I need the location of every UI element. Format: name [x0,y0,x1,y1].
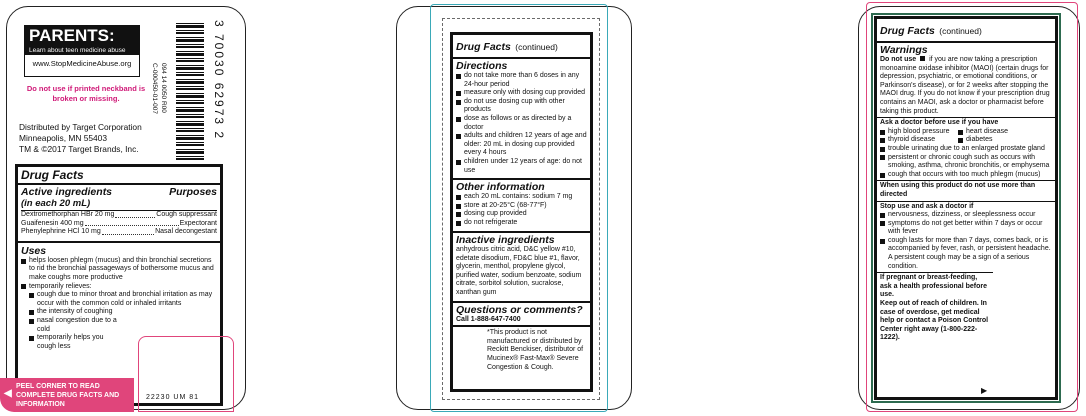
other-information-section [453,178,590,228]
distributor-line: Distributed by Target Corporation [19,122,142,132]
ask-doctor-pair-left [880,136,958,145]
panel-back-middle [390,0,640,416]
drug-facts-header [877,19,1055,41]
drug-facts-title: Drug Facts [880,25,935,37]
parents-logo-subtitle: Learn about teen medicine abuse [25,46,139,55]
ask-doctor-pair-right [958,128,1008,137]
ask-doctor-text: high blood pressure [888,127,950,135]
directions-title: Directions [456,60,508,72]
ingredient-purpose: Cough suppressant [156,211,217,218]
arrow-right-icon: ▶ [981,386,988,395]
peel-label: PEEL CORNER TO READ COMPLETE DRUG FACTS AND INFORMATION [16,383,120,408]
distributor-line: TM & ©2017 Target Brands, Inc. [19,144,139,154]
list-item [456,115,587,132]
warnings-section [877,41,1055,117]
list-item [456,72,587,89]
drug-facts-title: Drug Facts [456,41,511,53]
pregnancy-text: If pregnant or breast-feeding, ask a health professional before use. [880,274,987,299]
use-text: temporarily helps you cough less [37,334,104,350]
ingredient-list [21,211,217,237]
questions-phone: Call 1-888-647-7400 [456,315,521,323]
uses-title: Uses [21,244,47,257]
distributor-block [19,122,159,155]
list-item [880,211,1052,220]
list-item [456,132,587,158]
list-item [880,145,1052,154]
use-text: the intensity of coughing [37,308,113,316]
drug-facts-cont: (continued) [515,42,558,52]
lot-code: 22230 UM 81 [146,394,200,401]
other-text: dosing cup provided [464,210,527,218]
directions-section [453,57,590,176]
parents-logo-url: www.StopMedicineAbuse.org [32,59,132,68]
do-not-use-text-block [880,56,1052,116]
do-not-use-label: Do not use [880,56,917,63]
inactive-ingredients-text: anhydrous citric acid, D&C yellow #10, edetate disodium, FD&C blue #1, flavor, glycerin, menthol, propylene glycol, purified water, sodium benzoate, sodium citrate, sorbitol solution, sucralose, xanthan gum [456,246,582,297]
ingredient-purpose: Expectorant [179,219,217,227]
warnings-title: Warnings [880,44,928,56]
peel-corner-tab[interactable] [0,378,134,412]
list-item [21,308,217,317]
keep-out-text: Keep out of reach of children. In case of overdose, get medical help or contact a Poison Control Center right away (1-800-222-1222). [880,300,989,342]
ask-doctor-section [877,117,1055,180]
ingredient-name: Guaifenesin 400 mg [21,219,84,227]
list-item [456,158,587,175]
drug-facts-header [453,35,590,57]
list-item [880,220,1052,237]
ingredient-row [21,228,217,237]
use-text: helps loosen phlegm (mucus) and thin bronchial secretions to rid the bronchial passageways of bothersome mucus and make coughs more productive [29,256,214,281]
other-list [456,193,587,227]
questions-title: Questions or comments? [456,303,583,316]
directions-list [456,72,587,175]
ask-doctor-text: thyroid disease [888,136,936,144]
drug-facts-continued-box [450,32,593,392]
distributor-line: Minneapolis, MN 55403 [19,133,107,143]
drug-facts-cont: (continued) [939,26,982,36]
list-item [880,237,1052,271]
direction-text: children under 12 years of age: do not use [464,157,582,174]
ask-doctor-text: trouble urinating due to an enlarged prostate gland [888,144,1045,152]
other-information-title: Other information [456,181,545,194]
stop-use-list [880,211,1052,271]
list-item [456,219,587,228]
ingredient-name: Phenylephrine HCl 10 mg [21,228,101,236]
ask-doctor-pair-right [958,136,992,145]
panel-front-left [0,0,250,416]
direction-text: measure only with dosing cup provided [464,89,586,97]
do-not-use-text: if you are now taking a prescription monoamine oxidase inhibitor (MAOI) (certain drugs for depression, psychiatric, or emotional conditions, or Parkinson's disease), or for 2 weeks after stopping the MAOI drug. If you do not know if your prescription drug contains an MAOI, ask a doctor or pharmacist before taking this product. [880,56,1050,115]
list-item [880,128,1052,137]
ask-doctor-text: persistent or chronic cough such as occurs with smoking, asthma, chronic bronchitis, or emphysema [888,153,1050,170]
ingredient-row [21,220,217,229]
stop-use-text: nervousness, dizziness, or sleeplessness occur [888,211,1036,219]
questions-section [453,301,590,326]
list-item [21,291,217,308]
list-item [456,89,587,98]
barcode [176,20,204,160]
ask-doctor-pair-left [880,128,958,137]
parents-logo-title: PARENTS: [25,26,139,46]
stop-use-section [877,201,1055,273]
ask-doctor-title: Ask a doctor before use if you have [880,119,999,127]
stop-use-text: cough lasts for more than 7 days, comes back, or is accompanied by fever, rash, or persistent headache. A persistent cough may be a sign of a serious condition. [888,236,1051,270]
drug-facts-title: Drug Facts [21,168,84,182]
active-ingredients-heading: Active ingredients [21,186,113,198]
barcode-number: 3 70030 62973 2 [212,20,226,141]
inactive-ingredients-section [453,231,590,299]
use-text: temporarily relieves: [29,282,92,290]
list-item [456,98,587,115]
list-item [21,283,217,292]
inactive-ingredients-title: Inactive ingredients [456,233,555,246]
ask-doctor-text: cough that occurs with too much phlegm (mucus) [888,170,1041,178]
list-item [880,136,1052,145]
active-heading-row [21,186,217,198]
panel-back-right [836,0,1086,416]
direction-text: adults and children 12 years of age and older: 20 mL in dosing cup provided every 4 hours [464,132,587,157]
pregnancy-section [877,272,993,344]
ask-doctor-text: diabetes [966,136,993,144]
other-text: each 20 mL contains: sodium 7 mg [464,193,573,201]
barcode-code: C-000450-01-007 [151,63,158,114]
active-ingredients-section [18,183,220,238]
when-using-text: When using this product do not use more than directed [877,180,1055,200]
arrow-left-icon: ◀ [4,388,12,399]
direction-text: do not use dosing cup with other products [464,97,565,114]
list-item [880,171,1052,180]
direction-text: dose as follows or as directed by a doctor [464,114,572,131]
purposes-heading: Purposes [169,186,217,198]
inactive-ingredients-text-block [456,234,587,298]
stop-use-text: symptoms do not get better within 7 days or occur with fever [888,219,1043,236]
direction-text: do not take more than 6 doses in any 24-hour period [464,72,580,88]
list-item [456,193,587,202]
list-item [21,334,121,351]
ask-doctor-list [880,128,1052,180]
barcode-codes [146,63,168,153]
list-item [21,317,121,334]
neckband-warning: Do not use if printed neckband is broken or missing. [26,84,146,103]
use-text: nasal congestion due to a cold [37,316,117,333]
other-text: store at 20-25°C (68-77°F) [464,201,547,209]
other-text: do not refrigerate [464,218,518,226]
list-item [456,202,587,211]
parents-logo [24,25,140,77]
drug-facts-continued-box [874,16,1058,400]
list-item [21,257,217,283]
ask-doctor-text: heart disease [966,127,1009,135]
active-sub: (in each 20 mL) [21,198,217,211]
use-text: cough due to minor throat and bronchial irritation as may occur with the common cold or inhaled irritants [37,291,213,307]
list-item [456,210,587,219]
ingredient-purpose: Nasal decongestant [155,228,217,236]
barcode-code: 094 14 0050 R00 [160,63,167,113]
ingredient-name: Dextromethorphan HBr 20 mg [21,211,115,218]
disclaimer-section [453,325,590,374]
disclaimer-text: *This product is not manufactured or distributed by Reckitt Benckiser, distributor of Mucinex® Fast-Max® Severe Congestion & Cough. [487,329,584,371]
list-item [880,154,1052,171]
ingredient-row [21,211,217,220]
stop-use-title: Stop use and ask a doctor if [880,202,974,210]
